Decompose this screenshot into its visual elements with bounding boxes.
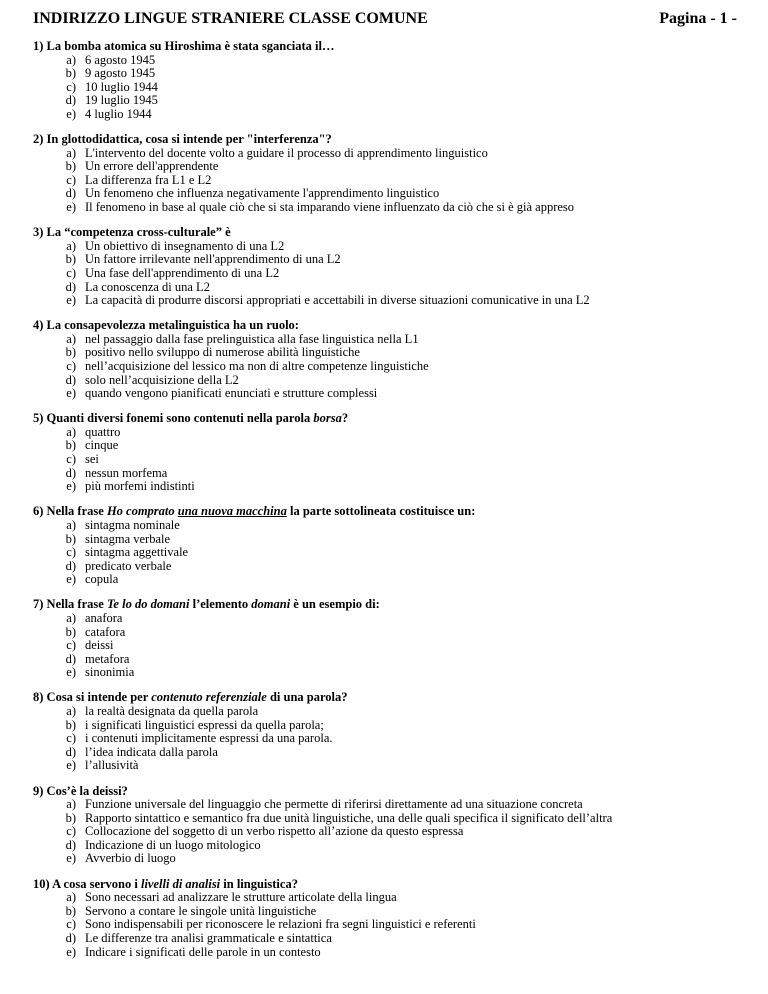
option-text: sintagma aggettivale — [85, 545, 189, 560]
question-text-segment: 7) Nella frase — [33, 597, 107, 612]
emphasized-term: borsa — [313, 411, 342, 426]
option-letter: e) — [66, 572, 76, 587]
option-letter: e) — [66, 758, 76, 773]
option-letter: e) — [66, 106, 76, 121]
answer-option — [33, 480, 743, 494]
answer-option — [33, 360, 743, 374]
answer-option — [33, 467, 743, 481]
answer-option — [33, 67, 743, 81]
answer-option — [33, 918, 743, 932]
option-text: l’allusività — [85, 758, 139, 773]
option-letter: b) — [65, 159, 76, 174]
option-letter: b) — [65, 624, 76, 639]
answer-option — [33, 639, 743, 653]
option-letter: c) — [66, 824, 76, 839]
option-letter: d) — [65, 372, 76, 387]
option-letter: a) — [66, 52, 76, 67]
emphasized-term: Ho comprato — [106, 504, 175, 519]
option-letter: b) — [65, 810, 76, 825]
option-letter: a) — [66, 704, 76, 719]
question-text — [33, 40, 743, 54]
question-block — [33, 878, 743, 960]
answer-option — [33, 653, 743, 667]
question-text-segment: la parte sottolineata costituisce un: — [286, 504, 476, 519]
answer-option — [33, 573, 743, 587]
option-text: quattro — [85, 424, 121, 439]
option-text: 19 luglio 1945 — [85, 93, 158, 108]
answer-option — [33, 946, 743, 960]
answer-option — [33, 666, 743, 680]
answer-option — [33, 533, 743, 547]
option-text: La conoscenza di una L2 — [85, 279, 210, 294]
answer-option — [33, 798, 743, 812]
question-text-segment: 2) In glottodidattica, cosa si intende per "interferenza"? — [33, 132, 332, 147]
question-text — [33, 226, 743, 240]
option-text: nessun morfema — [85, 465, 168, 480]
option-text: deissi — [85, 638, 114, 653]
option-letter: e) — [66, 200, 76, 215]
option-text: Un obiettivo di insegnamento di una L2 — [85, 238, 285, 253]
option-text: i significati linguistici espressi da quella parola; — [85, 717, 324, 732]
answer-option — [33, 839, 743, 853]
question-text — [33, 598, 743, 612]
answer-option — [33, 825, 743, 839]
question-text-segment: 4) La consapevolezza metalinguistica ha un ruolo: — [33, 318, 299, 333]
question-text — [33, 133, 743, 147]
question-text-segment: 3) La “competenza cross-culturale” è — [33, 225, 231, 240]
answer-option — [33, 108, 743, 122]
question-list — [33, 40, 743, 971]
option-text: sinonimia — [85, 665, 135, 680]
answer-option — [33, 160, 743, 174]
option-letter: e) — [66, 665, 76, 680]
answer-option — [33, 147, 743, 161]
question-block — [33, 133, 743, 215]
option-letter: d) — [65, 930, 76, 945]
option-text: 6 agosto 1945 — [85, 52, 156, 67]
option-text: sintagma nominale — [85, 517, 180, 532]
answer-option — [33, 719, 743, 733]
option-letter: d) — [65, 465, 76, 480]
option-text: Funzione universale del linguaggio che permette di riferirsi direttamente ad una situazione concreta — [85, 797, 583, 812]
option-letter: d) — [65, 651, 76, 666]
emphasized-term: domani — [251, 597, 291, 612]
emphasized-term: livelli di analisi — [140, 876, 221, 891]
question-block — [33, 226, 743, 308]
question-text-segment: 9) Cos’è la deissi? — [33, 783, 128, 798]
option-letter: c) — [66, 172, 76, 187]
answer-option — [33, 387, 743, 401]
option-text: copula — [85, 572, 119, 587]
answer-option — [33, 174, 743, 188]
answer-option — [33, 54, 743, 68]
option-letter: c) — [66, 358, 76, 373]
option-text: Sono necessari ad analizzare le strutture articolate della lingua — [85, 890, 397, 905]
option-letter: c) — [66, 917, 76, 932]
answer-option — [33, 81, 743, 95]
option-text: Una fase dell'apprendimento di una L2 — [85, 265, 280, 280]
answer-option — [33, 612, 743, 626]
answer-option — [33, 240, 743, 254]
option-letter: c) — [66, 265, 76, 280]
question-text — [33, 412, 743, 426]
answer-option — [33, 732, 743, 746]
question-block — [33, 505, 743, 587]
option-letter: d) — [65, 93, 76, 108]
question-text — [33, 505, 743, 519]
question-text-segment: 1) La bomba atomica su Hiroshima è stata sganciata il… — [33, 39, 335, 53]
option-text: Indicazione di un luogo mitologico — [85, 837, 261, 852]
option-letter: d) — [65, 279, 76, 294]
answer-option — [33, 746, 743, 760]
page-number: Pagina - 1 - — [659, 10, 737, 27]
option-text: più morfemi indistinti — [85, 479, 195, 494]
answer-option — [33, 705, 743, 719]
option-letter: b) — [65, 66, 76, 81]
question-block — [33, 785, 743, 867]
option-letter: e) — [66, 479, 76, 494]
option-letter: a) — [66, 145, 76, 160]
option-text: Indicare i significati delle parole in un contesto — [85, 944, 321, 959]
option-text: i contenuti implicitamente espressi da una parola. — [85, 731, 333, 746]
option-text: 9 agosto 1945 — [85, 66, 156, 81]
option-letter: a) — [66, 517, 76, 532]
option-text: quando vengono pianificati enunciati e strutture complessi — [85, 386, 378, 401]
answer-option — [33, 281, 743, 295]
question-text-segment: di una parola? — [266, 690, 348, 705]
option-letter: e) — [66, 851, 76, 866]
option-text: cinque — [85, 438, 119, 453]
question-block — [33, 412, 743, 494]
option-text: positivo nello sviluppo di numerose abilità linguistiche — [85, 345, 360, 360]
option-letter: a) — [66, 238, 76, 253]
answer-option — [33, 267, 743, 281]
option-text: 4 luglio 1944 — [85, 106, 152, 121]
question-text — [33, 785, 743, 799]
option-letter: c) — [66, 731, 76, 746]
answer-option — [33, 253, 743, 267]
question-block — [33, 691, 743, 773]
answer-option — [33, 812, 743, 826]
option-letter: d) — [65, 558, 76, 573]
answer-option — [33, 294, 743, 308]
answer-option — [33, 453, 743, 467]
emphasized-term — [178, 504, 287, 518]
option-text: l’idea indicata dalla parola — [85, 744, 218, 759]
option-letter: a) — [66, 890, 76, 905]
answer-option — [33, 94, 743, 108]
answer-option — [33, 346, 743, 360]
answer-option — [33, 852, 743, 866]
option-letter: d) — [65, 744, 76, 759]
option-text: Un fattore irrilevante nell'apprendimento di una L2 — [85, 252, 341, 267]
option-text: solo nell’acquisizione della L2 — [85, 372, 239, 387]
answer-option — [33, 201, 743, 215]
option-letter: d) — [65, 186, 76, 201]
answer-option — [33, 905, 743, 919]
option-letter: a) — [66, 797, 76, 812]
option-text: Un errore dell'apprendente — [85, 159, 219, 174]
question-text-segment: 5) Quanti diversi fonemi sono contenuti nella parola — [33, 411, 314, 426]
option-text: Sono indispensabili per riconoscere le relazioni fra segni linguistici e referenti — [85, 917, 476, 932]
question-text-segment: 8) Cosa si intende per — [33, 690, 152, 705]
page-header — [33, 10, 737, 28]
option-text: La capacità di produrre discorsi appropriati e accettabili in diverse situazioni comunicative in una L2 — [85, 293, 590, 308]
option-letter: a) — [66, 424, 76, 439]
option-text: sei — [85, 452, 99, 467]
question-text-segment: in linguistica? — [220, 876, 298, 891]
option-letter: b) — [65, 345, 76, 360]
option-text: L'intervento del docente volto a guidare il processo di apprendimento linguistico — [85, 145, 488, 160]
question-text-segment: ? — [341, 411, 349, 426]
option-text: Collocazione del soggetto di un verbo rispetto all’azione da questo espressa — [85, 824, 464, 839]
option-text: anafora — [85, 610, 123, 625]
answer-option — [33, 333, 743, 347]
emphasized-term: contenuto referenziale — [151, 690, 267, 705]
document-title: INDIRIZZO LINGUE STRANIERE CLASSE COMUNE — [33, 10, 428, 27]
answer-option — [33, 891, 743, 905]
emphasized-term: Te lo do domani — [106, 597, 190, 612]
option-letter: e) — [66, 944, 76, 959]
question-text-segment: 10) A cosa servono i — [33, 876, 141, 891]
option-text: Rapporto sintattico e semantico fra due unità linguistiche, una delle quali specifica il significato dell’altra — [85, 810, 613, 825]
question-block — [33, 598, 743, 680]
option-text: nell’acquisizione del lessico ma non di altre competenze linguistiche — [85, 358, 429, 373]
option-text: la realtà designata da quella parola — [85, 704, 259, 719]
option-text: predicato verbale — [85, 558, 172, 573]
option-text: Avverbio di luogo — [85, 851, 176, 866]
underlined-phrase: una nuova macchina — [177, 504, 287, 519]
question-text-segment: l’elemento — [189, 597, 252, 612]
answer-option — [33, 374, 743, 388]
option-text: Il fenomeno in base al quale ciò che si sta imparando viene influenzato da ciò che si è già appreso — [85, 200, 575, 215]
answer-option — [33, 439, 743, 453]
answer-option — [33, 519, 743, 533]
question-block — [33, 319, 743, 401]
option-text: sintagma verbale — [85, 531, 171, 546]
answer-option — [33, 626, 743, 640]
option-text: Un fenomeno che influenza negativamente l'apprendimento linguistico — [85, 186, 440, 201]
option-letter: b) — [65, 717, 76, 732]
question-block — [33, 40, 743, 122]
option-letter: c) — [66, 452, 76, 467]
question-text — [33, 319, 743, 333]
option-text: metafora — [85, 651, 130, 666]
question-text — [33, 878, 743, 892]
answer-option — [33, 932, 743, 946]
option-text: La differenza fra L1 e L2 — [85, 172, 212, 187]
option-letter: e) — [66, 386, 76, 401]
option-text: Le differenze tra analisi grammaticale e sintattica — [85, 930, 332, 945]
option-letter: c) — [66, 638, 76, 653]
question-text-segment: 6) Nella frase — [33, 504, 107, 519]
option-letter: b) — [65, 903, 76, 918]
option-letter: a) — [66, 331, 76, 346]
option-text: 10 luglio 1944 — [85, 79, 158, 94]
answer-option — [33, 187, 743, 201]
question-text-segment: è un esempio di: — [290, 597, 380, 612]
answer-option — [33, 560, 743, 574]
answer-option — [33, 546, 743, 560]
option-letter: a) — [66, 610, 76, 625]
option-letter: c) — [66, 545, 76, 560]
option-letter: b) — [65, 438, 76, 453]
option-letter: b) — [65, 252, 76, 267]
option-letter: e) — [66, 293, 76, 308]
answer-option — [33, 759, 743, 773]
option-text: nel passaggio dalla fase prelinguistica alla fase linguistica nella L1 — [85, 331, 419, 346]
option-letter: b) — [65, 531, 76, 546]
option-letter: d) — [65, 837, 76, 852]
question-text — [33, 691, 743, 705]
answer-option — [33, 426, 743, 440]
option-letter: c) — [66, 79, 76, 94]
option-text: catafora — [85, 624, 126, 639]
option-text: Servono a contare le singole unità linguistiche — [85, 903, 317, 918]
